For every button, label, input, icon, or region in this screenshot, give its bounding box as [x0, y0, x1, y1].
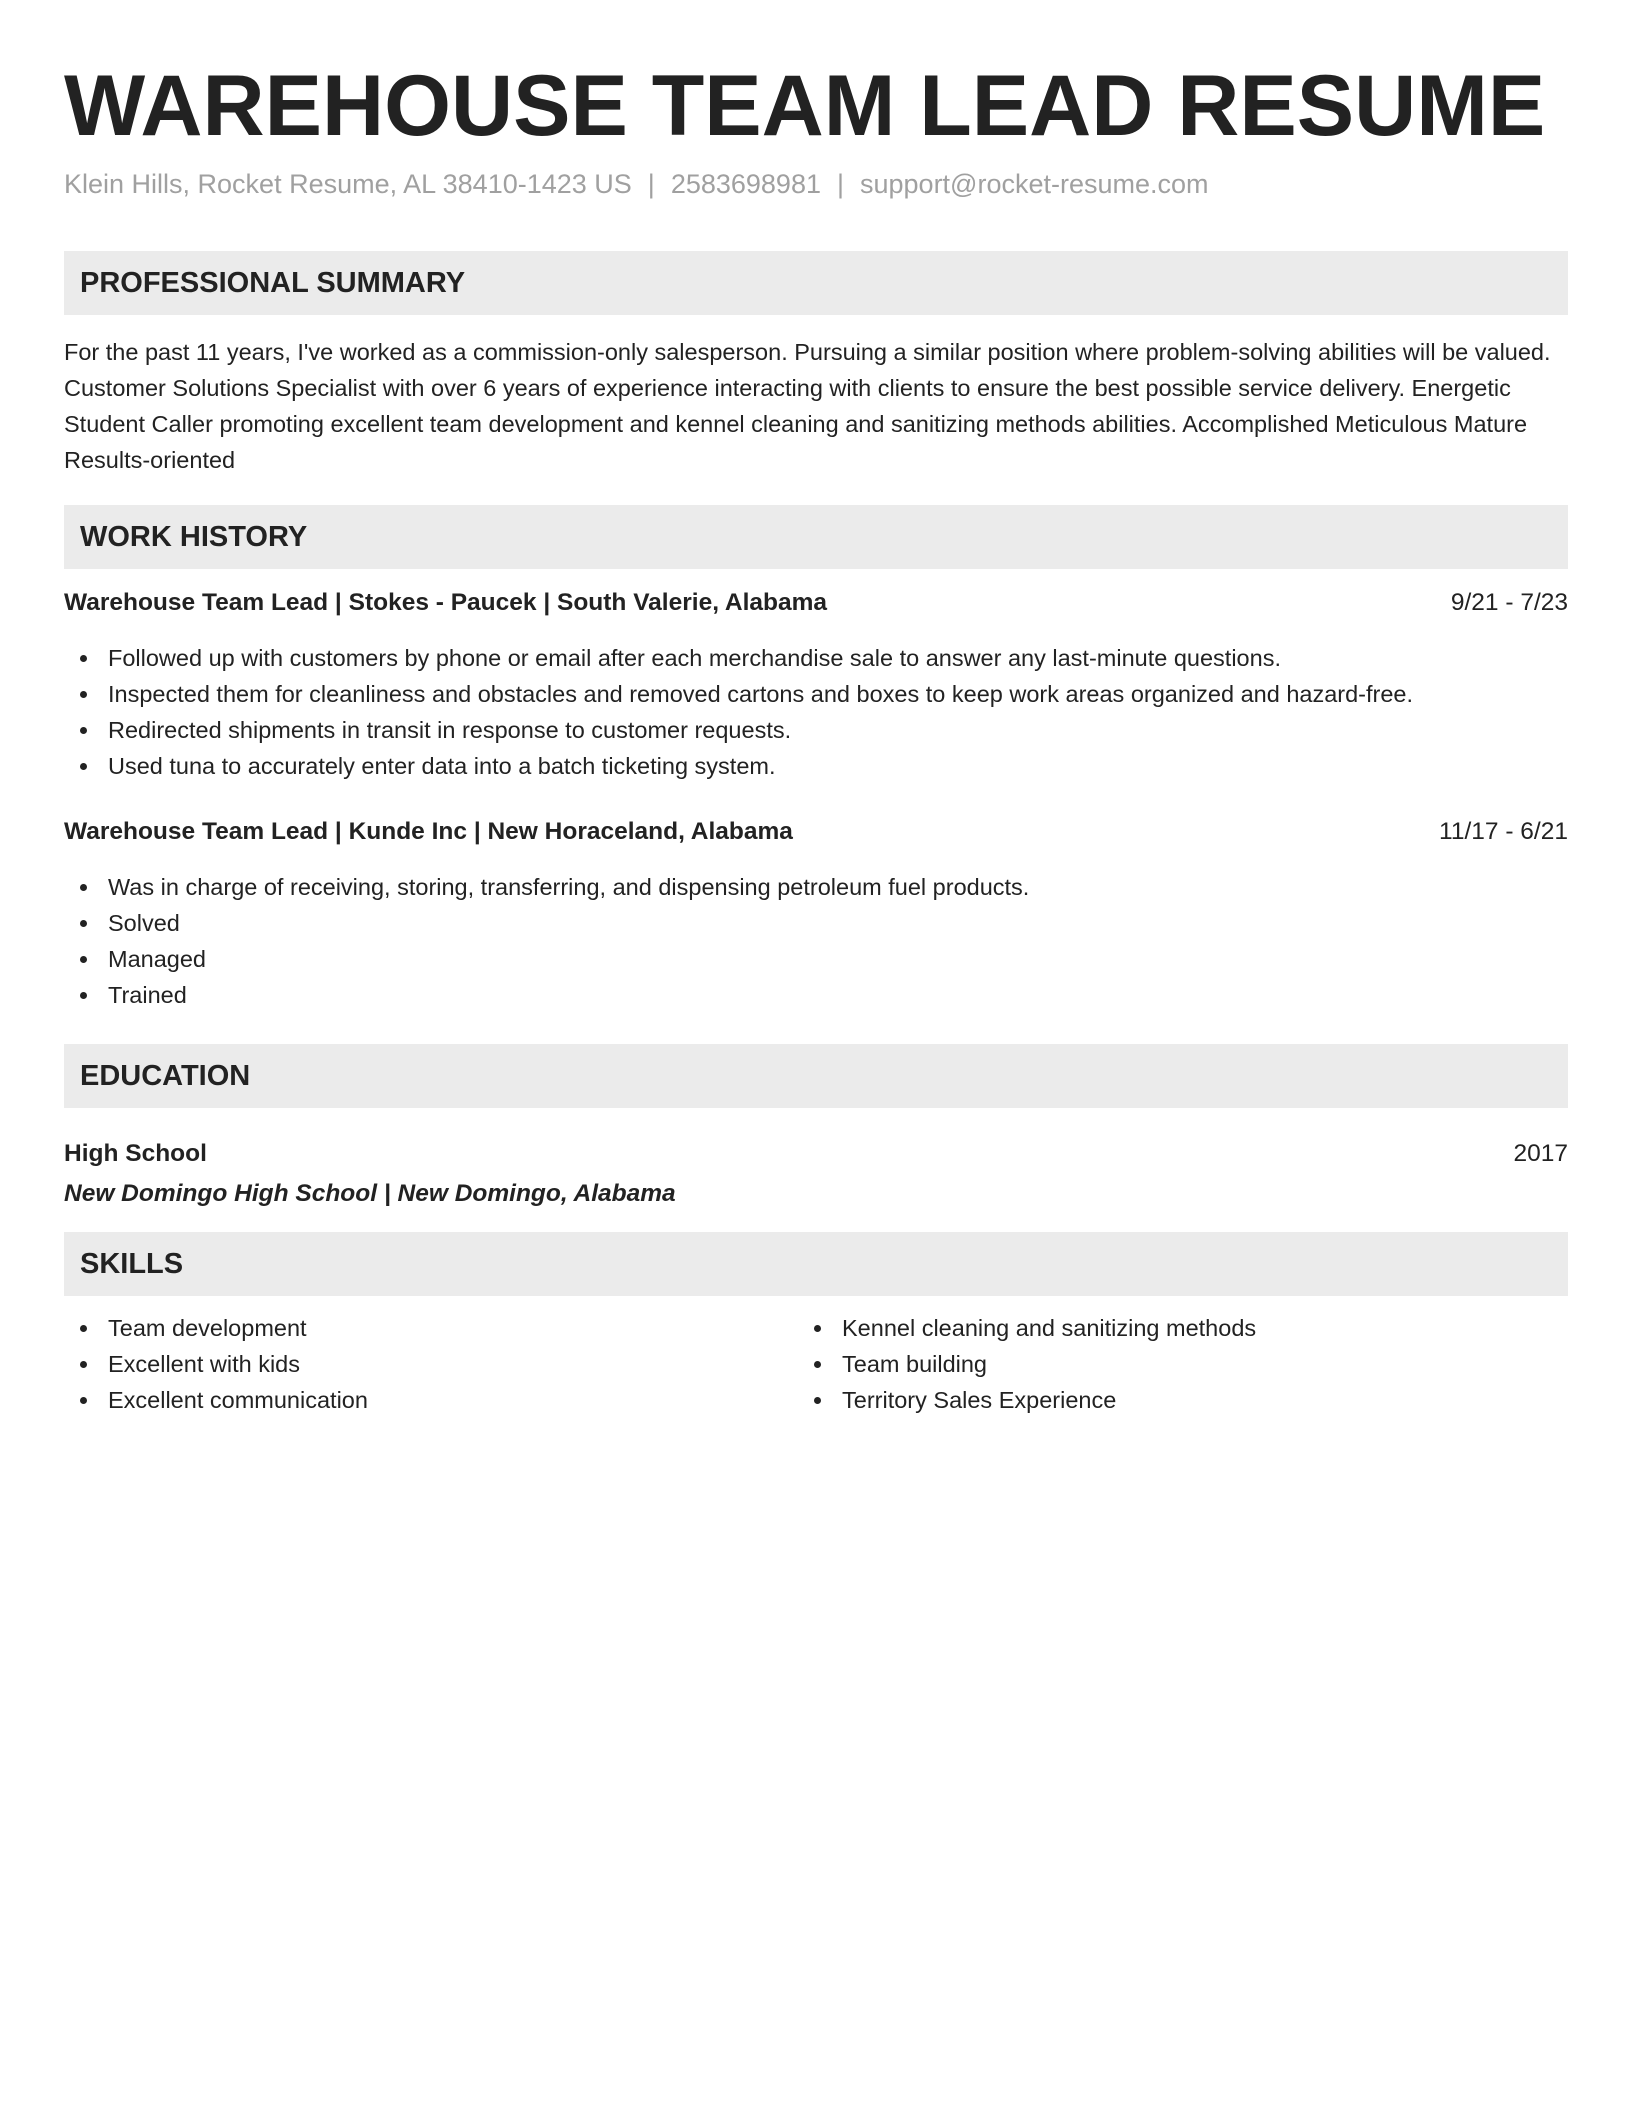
skills-list-right — [798, 1310, 1256, 1418]
education-header — [64, 1136, 1568, 1172]
list-item: Inspected them for cleanliness and obstacles and removed cartons and boxes to keep work areas organized and hazard-free. — [64, 676, 1413, 712]
list-item: Team development — [64, 1310, 368, 1346]
list-item: Team building — [798, 1346, 1256, 1382]
job-title: Warehouse Team Lead | Kunde Inc | New Horaceland, Alabama — [64, 818, 793, 845]
section-heading-summary: PROFESSIONAL SUMMARY — [64, 251, 1568, 315]
list-item: Kennel cleaning and sanitizing methods — [798, 1310, 1256, 1346]
job-dates: 11/17 - 6/21 — [1439, 818, 1568, 845]
section-heading-skills: SKILLS — [64, 1232, 1568, 1296]
education-school: New Domingo High School | New Domingo, Alabama — [64, 1180, 676, 1207]
list-item: Trained — [64, 977, 1029, 1013]
contact-line — [64, 166, 1209, 202]
job-bullets — [64, 640, 1413, 784]
list-item: Managed — [64, 941, 1029, 977]
list-item: Redirected shipments in transit in response to customer requests. — [64, 712, 1413, 748]
resume-title: WAREHOUSE TEAM LEAD RESUME — [64, 58, 1546, 154]
list-item: Solved — [64, 905, 1029, 941]
contact-separator: | — [836, 169, 844, 199]
list-item: Was in charge of receiving, storing, transferring, and dispensing petroleum fuel products. — [64, 869, 1029, 905]
job-title: Warehouse Team Lead | Stokes - Paucek | South Valerie, Alabama — [64, 589, 828, 616]
job-header — [64, 814, 1568, 850]
education-year: 2017 — [1513, 1140, 1568, 1167]
contact-phone: 2583698981 — [670, 169, 821, 199]
contact-separator: | — [647, 169, 655, 199]
list-item: Territory Sales Experience — [798, 1382, 1256, 1418]
list-item: Excellent communication — [64, 1382, 368, 1418]
summary-text: For the past 11 years, I've worked as a commission-only salesperson. Pursuing a similar position where problem-solving abilities will be valued. Customer Solutions Specialist with over 6 years of experience interacting with clients to ensure the best possible service delivery. Energetic Student Caller promoting excellent team development and kennel cleaning and sanitizing methods abilities. Accomplished Meticulous Mature Results-oriented — [64, 339, 1551, 473]
list-item: Excellent with kids — [64, 1346, 368, 1382]
education-degree: High School — [64, 1140, 207, 1167]
job-bullets — [64, 869, 1029, 1013]
contact-email: support@rocket-resume.com — [860, 169, 1209, 199]
section-heading-work-history: WORK HISTORY — [64, 505, 1568, 569]
skills-list-left — [64, 1310, 368, 1418]
contact-address: Klein Hills, Rocket Resume, AL 38410-1423 US — [64, 169, 632, 199]
job-header — [64, 585, 1568, 621]
section-heading-education: EDUCATION — [64, 1044, 1568, 1108]
list-item: Followed up with customers by phone or email after each merchandise sale to answer any last-minute questions. — [64, 640, 1413, 676]
job-dates: 9/21 - 7/23 — [1450, 589, 1568, 616]
list-item: Used tuna to accurately enter data into a batch ticketing system. — [64, 748, 1413, 784]
